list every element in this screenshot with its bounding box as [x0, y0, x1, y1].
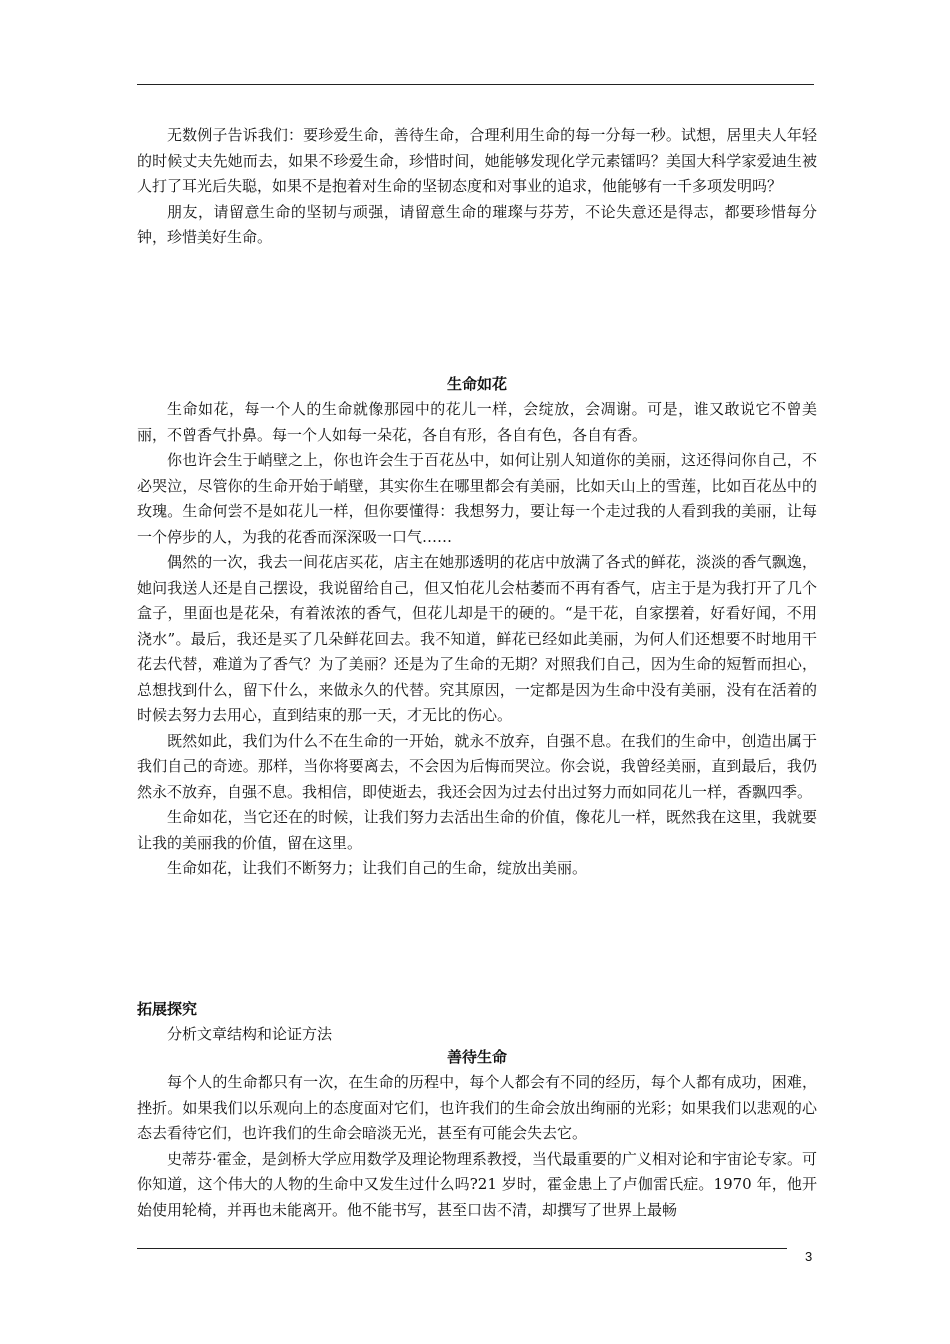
footer-rule — [137, 1248, 787, 1249]
paragraph: 生命如花，每一个人的生命就像那园中的花儿一样，会绽放，会凋谢。可是，谁又敢说它不曾美丽，不曾香气扑鼻。每一个人如每一朵花，各自有形，各自有色，各自有香。 — [137, 400, 817, 444]
paragraph: 朋友，请留意生命的坚韧与顽强，请留意生命的璀璨与芬芳，不论失意还是得志，都要珍惜每分钟，珍惜美好生命。 — [137, 202, 817, 246]
paragraph: 史蒂芬·霍金，是剑桥大学应用数学及理论物理系教授，当代最重要的广义相对论和宇宙论专家。可你知道，这个伟大的人物的生命中又发生过什么吗?21 岁时，霍金患上了卢伽雷氏症。1970 年，他开始使用轮椅，并再也未能离开。他不能书写，甚至口齿不清，却撰写了世界上最畅 — [137, 1149, 817, 1219]
paragraph: 每个人的生命都只有一次，在生命的历程中，每个人都会有不同的经历，每个人都有成功，困难，挫折。如果我们以乐观向上的态度面对它们，也许我们的生命会放出绚丽的光彩；如果我们以悲观的心态去看待它们，也许我们的生命会暗淡无光，甚至有可能会失去它。 — [137, 1073, 817, 1142]
paragraph: 生命如花，当它还在的时候，让我们努力去活出生命的价值，像花儿一样，既然我在这里，我就要让我的美丽我的价值，留在这里。 — [137, 808, 817, 852]
paragraph: 无数例子告诉我们：要珍爱生命，善待生命，合理利用生命的每一分每一秒。试想，居里夫人年轻的时候丈夫先她而去，如果不珍爱生命，珍惜时间，她能够发现化学元素镭吗？美国大科学家爱迪生被人打了耳光后失聪，如果不是抱着对生命的坚韧态度和对事业的追求，他能够有一千多项发明吗？ — [137, 126, 817, 195]
paragraph: 偶然的一次，我去一间花店买花，店主在她那透明的花店中放满了各式的鲜花，淡淡的香气飘逸，她问我送人还是自己摆设，我说留给自己，但又怕花儿会枯萎而不再有香气，店主于是为我打开了几个盒子，里面也是花朵，有着浓浓的香气，但花儿却是干的硬的。“是干花，自家摆着，好看好闻，不用浇水”。最后，我还是买了几朵鲜花回去。我不知道，鲜花已经如此美丽，为何人们还想要不时地用干花去代替，难道为了香气？为了美丽？还是为了生命的无期？对照我们自己，因为生命的短暂而担心，总想找到什么，留下什么，来做永久的代替。究其原因，一定都是因为生命中没有美丽，没有在活着的时候去努力去用心，直到结束的那一天，才无比的伤心。 — [137, 553, 817, 724]
article-body — [137, 397, 817, 882]
article-title: 善待生命 — [446, 1049, 507, 1066]
header-rule — [137, 84, 814, 85]
page-number: 3 — [805, 1249, 813, 1264]
paragraph: 既然如此，我们为什么不在生命的一开始，就永不放弃，自强不息。在我们的生命中，创造出属于我们自己的奇迹。那样，当你将要离去，不会因为后悔而哭泣。你会说，我曾经美丽，直到最后，我仍然永不放弃，自强不息。我相信，即使逝去，我还会因为过去付出过努力而如同花儿一样，香飘四季。 — [137, 731, 817, 801]
section-subtitle: 分析文章结构和论证方法 — [167, 1025, 333, 1043]
paragraph: 生命如花，让我们不断努力；让我们自己的生命，绽放出美丽。 — [167, 859, 588, 877]
article-title: 生命如花 — [446, 376, 507, 393]
section-label: 拓展探究 — [137, 1001, 198, 1018]
intro-section — [137, 123, 817, 251]
article-body — [137, 1070, 817, 1223]
paragraph: 你也许会生于峭壁之上，你也许会生于百花丛中，如何让别人知道你的美丽，这还得问你自己，不必哭泣，尽管你的生命开始于峭壁，其实你生在哪里都会有美丽，比如天山上的雪莲，比如百花丛中的玫瑰。生命何尝不是如花儿一样，但你要懂得：我想努力，要让每一个走过我的人看到我的美丽，让每一个停步的人，为我的花香而深深吸一口气…… — [137, 451, 817, 546]
